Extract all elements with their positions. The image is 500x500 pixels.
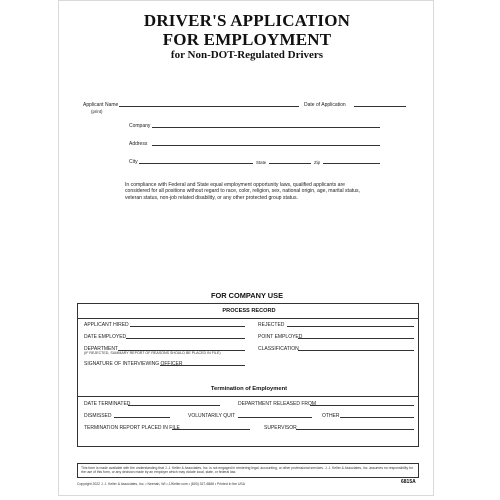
interviewer-signature-field[interactable] [160,365,245,366]
form-title-line1: DRIVER'S APPLICATION [143,11,351,30]
classification-field[interactable] [298,350,414,351]
eeo-statement: In compliance with Federal and State equal employment opportunity laws, qualified applicants are considered for all positions without regard to race, color, religion, sex, national origin, age, marital status, veteran status, non-job related disability, or any other protected group status. [125,182,361,201]
department-field[interactable] [118,350,245,351]
form-number: 6815A [401,479,416,485]
applicant-name-label: Applicant Name [83,102,119,108]
applicant-hired-label: APPLICANT HIRED [84,322,129,328]
interviewer-signature-label: SIGNATURE OF INTERVIEWING OFFICER [84,361,183,367]
application-form-page [58,0,434,496]
voluntarily-quit-label: VOLUNTARILY QUIT [188,413,236,419]
city-field[interactable] [139,163,253,164]
date-of-application-label: Date of Application [304,102,346,108]
department-released-label: DEPARTMENT RELEASED FROM [238,401,317,407]
zip-field[interactable] [323,163,380,164]
disclaimer-text: This form is made available with the understanding that J. J. Keller & Associates, Inc. is not engaged in rendering legal, accounting, or other professional services. J. J. Keller & Associates, Inc. assumes no responsibility for the use of this form, or any decision made by an employer which may violate local, state, or federal law. [81,465,414,474]
address-field[interactable] [152,145,380,146]
date-employed-field[interactable] [126,338,245,339]
termination-report-label: TERMINATION REPORT PLACED IN FILE [84,425,180,431]
date-terminated-field[interactable] [128,405,220,406]
state-label: State [256,160,267,165]
termination-divider [78,396,419,397]
dismissed-label: DISMISSED [84,413,112,419]
classification-label: CLASSIFICATION [258,346,299,352]
termination-heading: Termination of Employment [210,386,288,392]
date-terminated-label: DATE TERMINATED [84,401,131,407]
voluntarily-quit-field[interactable] [238,417,312,418]
rejected-label: REJECTED [258,322,285,328]
form-subtitle: for Non-DOT-Regulated Drivers [170,49,324,61]
company-use-heading: FOR COMPANY USE [211,291,283,300]
dismissed-field[interactable] [114,417,170,418]
supervisor-field[interactable] [296,429,414,430]
other-field[interactable] [340,417,414,418]
company-use-box [77,303,419,447]
point-employed-field[interactable] [298,338,414,339]
print-label: (print) [91,109,103,114]
point-employed-label: POINT EMPLOYED [258,334,303,340]
process-record-heading: PROCESS RECORD [222,308,276,314]
applicant-name-field[interactable] [119,106,299,107]
date-employed-label: DATE EMPLOYED [84,334,127,340]
form-title-line2: FOR EMPLOYMENT [162,30,332,49]
supervisor-label: SUPERVISOR [264,425,297,431]
process-record-divider [78,318,419,319]
date-of-application-field[interactable] [354,106,406,107]
state-field[interactable] [269,163,311,164]
address-label: Address [129,141,148,147]
department-label: DEPARTMENT [84,346,118,352]
disclaimer-box [77,463,419,478]
department-released-field[interactable] [310,405,414,406]
city-label: City [129,159,138,165]
company-label: Company [129,123,151,129]
company-field[interactable] [152,127,380,128]
zip-label: Zip [314,160,321,165]
termination-report-field[interactable] [172,429,250,430]
other-label: OTHER [322,413,340,419]
copyright-line: Copyright 2022 J. J. Keller & Associates, Inc. • Neenah, WI • JJKeller.com • (800) 327-6868 • Printed in the USA [77,482,245,486]
applicant-hired-field[interactable] [130,326,245,327]
rejected-note: (IF REJECTED, SUMMARY REPORT OF REASONS SHOULD BE PLACED IN FILE) [84,351,221,355]
rejected-field[interactable] [287,326,414,327]
